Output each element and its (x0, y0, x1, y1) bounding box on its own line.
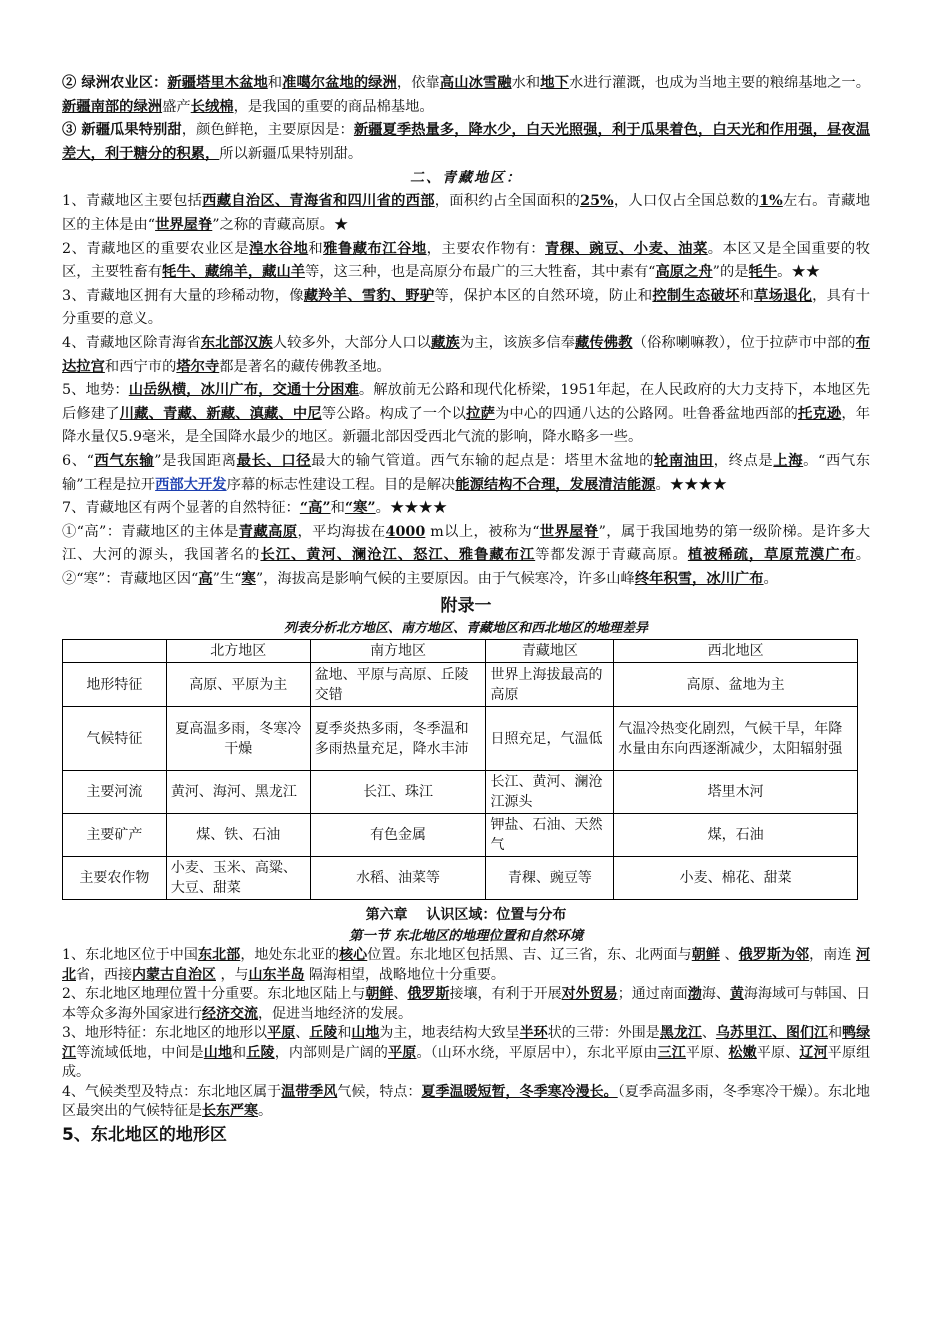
key-term: “高” (299, 500, 331, 517)
key-term: 长江、黄河、澜沧江、怒江、雅鲁藏布江 (260, 547, 536, 564)
text: ，促进当地经济的发展。 (258, 1005, 412, 1022)
key-term: 新疆塔里木盆地 (167, 75, 268, 91)
section-title-qingzang: 二、青藏地区： (410, 170, 522, 187)
text: 最大的输气管道。西气东输的起点是：塔里木盆地的 (311, 452, 655, 469)
key-term: 平原 (388, 1044, 417, 1061)
paragraph-oasis-agriculture (62, 72, 870, 119)
text: 。 (258, 1103, 272, 1120)
key-term: 鸭绿江 (62, 1025, 871, 1061)
text: ，内部则是广阔的 (274, 1044, 389, 1061)
key-term: 为邻 (780, 947, 810, 964)
key-term: 控制生态破坏 (652, 287, 740, 304)
appendix-title: 附录一 (440, 596, 492, 617)
table-cell: 煤、铁、石油 (166, 814, 310, 857)
text: 海、 (701, 986, 730, 1003)
text: 所以新疆瓜果特别甜。 (219, 145, 363, 162)
key-term: 西藏自治区、青海省和四川省的西部 (202, 193, 435, 210)
table-cell: 夏高温多雨，冬寒冷干燥 (166, 707, 310, 771)
text: 。★★★★ (375, 500, 448, 517)
table-row (63, 707, 858, 771)
text: ”生“ (212, 570, 242, 587)
text: ，颜色鲜艳，主要原因是： (181, 122, 354, 139)
text: 、 (701, 1025, 716, 1042)
key-term: 牦牛、藏绵羊，藏山羊 (162, 264, 306, 281)
key-term: 半环 (519, 1025, 548, 1042)
table-row (63, 857, 858, 900)
key-term-link: 西部大开发 (155, 476, 227, 493)
key-term: 布达拉宫 (62, 334, 871, 375)
text: 和 (739, 287, 755, 304)
text: ”，属于我国地势的第一级阶梯。是许多大江、大河的源头，我国著名的 (62, 523, 871, 564)
key-term: 西气东输 (93, 452, 155, 469)
text: 、 (295, 1025, 310, 1042)
paragraph-qz-6 (62, 450, 870, 497)
text: ，地处东北亚的 (240, 947, 340, 964)
key-term: 拉萨 (466, 405, 495, 422)
table-row (63, 814, 858, 857)
comparison-table (62, 639, 858, 900)
key-term: 1% (759, 193, 783, 210)
table-cell: 黄河、海河、黑龙江 (166, 771, 310, 814)
key-term: 能源结构不合理，发展清洁能源 (455, 476, 656, 493)
text: （俗称喇嘛教），位于拉萨市中部的 (632, 334, 856, 351)
table-cell: 高原、平原为主 (166, 663, 310, 707)
key-term: 植被稀疏，草原荒漠广布 (687, 547, 856, 564)
text: ，依靠 (396, 75, 440, 91)
text: 1、青藏地区主要包括 (62, 193, 203, 210)
key-term: 寒 (241, 570, 256, 587)
text: 4、青藏地区除青海省 (62, 334, 201, 351)
text: 4、气候类型及特点：东北地区属于 (62, 1083, 282, 1100)
key-term: 上海 (773, 452, 804, 469)
key-term: 牦牛 (748, 264, 778, 281)
key-term: 山地 (351, 1025, 380, 1042)
text: 平原、 (685, 1044, 729, 1061)
text: 盛产 (162, 98, 191, 115)
key-term: 东北部汉族 (200, 334, 273, 351)
text: 人较多外，大部分人口以 (272, 334, 432, 351)
table-cell: 气温冷热变化剧烈，气候干旱，年降水量由东向西逐渐减少，太阳辐射强 (614, 707, 858, 771)
text: 海海域可与韩国、日本等众多海外国家进行 (62, 986, 871, 1022)
text: 序幕的标志性建设工程。目的是解决 (226, 476, 456, 493)
key-term: 俄罗斯 (738, 947, 781, 964)
text: 都是著名的藏传佛教圣地。 (219, 358, 391, 375)
text: 。解放前无公路和现代化桥梁，1951年起，在人民政府的大力支持下，本地区先后修建了 (62, 382, 870, 422)
text: 1、东北地区位于中国 (62, 947, 198, 964)
key-term: 终年积雪，冰川广布 (634, 570, 764, 587)
table-cell: 有色金属 (310, 814, 486, 857)
chapter-title: 第六章 认识区域：位置与分布 (365, 907, 567, 924)
table-cell: 夏季炎热多雨，冬季温和多雨热量充足，降水丰沛 (310, 707, 486, 771)
text: 2、东北地区地理位置十分重要。东北地区陆上与 (62, 986, 366, 1003)
key-term: 长绒棉 (190, 98, 234, 115)
text: 为主，该族多信奉 (459, 334, 575, 351)
text: 和 (828, 1025, 843, 1042)
key-term: 乌苏里江、图们江 (715, 1025, 829, 1042)
key-term: 渤 (687, 986, 702, 1003)
text: 。★★★★ (655, 476, 727, 493)
table-header-cell: 南方地区 (310, 640, 486, 663)
key-term: 高山冰雪融 (439, 75, 512, 91)
text-bold: ③ 新疆瓜果特别甜 (62, 122, 182, 139)
key-term: 夏季温暖短暂，冬季寒冷漫长。 (421, 1083, 618, 1100)
key-term: 藏羚羊、雪豹、野驴 (303, 287, 435, 304)
text: 6、“ (62, 452, 94, 469)
text: ，主要农作物有： (426, 240, 546, 257)
paragraph-db-3 (62, 1024, 870, 1083)
text: 等，这三种，也是高原分布最广的三大牲畜，其中素有“ (305, 264, 656, 281)
key-term: 藏传佛教 (574, 334, 633, 351)
text: 左右。青藏地区的主体是由“ (62, 193, 871, 233)
key-term: 地下 (540, 75, 569, 91)
text: 、 (719, 947, 739, 964)
text: 为中心的四通八达的公路网。吐鲁番盆地西部的 (494, 405, 799, 422)
key-term: 准噶尔盆地的绿洲 (282, 75, 397, 91)
table-cell: 盆地、平原与高原、丘陵交错 (310, 663, 486, 707)
text: m以上，被称为“ (425, 523, 540, 540)
text: 平原组成。 (62, 1044, 871, 1081)
text: 位置。东北地区包括黑、吉、辽三省，东、北两面与 (367, 947, 692, 964)
text: ，平均海拔在 (297, 523, 386, 540)
key-term: 最长、口径 (236, 452, 312, 469)
text: ”是我国距离 (154, 452, 237, 469)
text: 和西宁市的 (104, 358, 177, 375)
table-row (63, 771, 858, 814)
table-cell: 气候特征 (63, 707, 167, 771)
key-term: 川藏、青藏、新藏、滇藏、中尼 (119, 405, 322, 422)
text: ①“高”：青藏地区的主体是 (62, 523, 239, 540)
text: 。②“寒”：青藏地区因“ (62, 547, 871, 587)
table-cell: 小麦、玉米、高粱、大豆、甜菜 (166, 857, 310, 900)
paragraph-qz-5 (62, 379, 870, 450)
appendix-subtitle: 列表分析北方地区、南方地区、青藏地区和西北地区的地理差异 (283, 621, 648, 637)
key-term: 俄罗斯 (407, 986, 450, 1003)
key-term: 对外贸易 (561, 986, 618, 1003)
text: 平原、 (756, 1044, 800, 1061)
text: 接壤，有利于开展 (449, 986, 562, 1003)
key-term: 塔尔寺 (176, 358, 220, 375)
text: 7、青藏地区有两个显著的自然特征： (62, 500, 300, 517)
text: 3、青藏地区拥有大量的珍稀动物，像 (62, 287, 304, 304)
key-term: 湟水谷地 (249, 240, 309, 257)
paragraph-qz-4 (62, 332, 870, 379)
key-term: 朝鲜 (365, 986, 394, 1003)
text: 和 (330, 500, 345, 517)
text: 气候，特点： (337, 1083, 422, 1100)
text: ”，海拔高是影响气候的主要原因。由于气候寒冷，许多山峰 (255, 570, 635, 587)
key-term: 山东半岛 (248, 966, 305, 983)
table-header-cell: 西北地区 (614, 640, 858, 663)
key-term: 黄 (729, 986, 744, 1003)
paragraph-db-4 (62, 1083, 870, 1122)
key-term: 丘陵 (246, 1044, 275, 1061)
text: 。（山环水绕，平原居中），东北平原由 (416, 1044, 658, 1061)
table-cell: 主要矿产 (63, 814, 167, 857)
table-cell: 长江、黄河、澜沧江源头 (486, 771, 614, 814)
table-header-cell: 北方地区 (166, 640, 310, 663)
text: 。“西气东输”工程是拉开 (62, 452, 871, 493)
table-cell: 水稻、油菜等 (310, 857, 486, 900)
text: 为主，地表结构大致呈 (379, 1025, 520, 1042)
text: 等，保护本区的自然环境，防止和 (434, 287, 653, 304)
text: ；通过南面 (617, 986, 688, 1003)
text: ，是我国的重要的商品棉基地。 (233, 98, 434, 115)
key-term: 托克逊 (798, 405, 842, 422)
key-term: 雅鲁藏布江谷地 (323, 240, 427, 257)
table-cell: 煤，石油 (614, 814, 858, 857)
text: 和 (267, 75, 283, 91)
text: ，具有十分重要的意义。 (62, 287, 871, 328)
text: ，人口仅占全国总数的 (613, 193, 760, 210)
text: 和 (337, 1025, 352, 1042)
table-cell: 地形特征 (63, 663, 167, 707)
text: 等流域低地，中间是 (76, 1044, 204, 1061)
text: 和 (308, 240, 324, 257)
key-term: 内蒙古自治区 (132, 966, 216, 983)
key-term: 青稞、豌豆、小麦、油菜 (545, 240, 708, 257)
text: 隔海相望，战略地位十分重要。 (304, 966, 505, 983)
section-title: 第一节 东北地区的地理位置和自然环境 (348, 928, 584, 945)
key-term: 核心 (339, 947, 368, 964)
key-term: 辽河 (799, 1044, 828, 1061)
table-cell: 世界上海拔最高的高原 (486, 663, 614, 707)
text: 。 (763, 570, 778, 587)
key-term: 新疆夏季热量多，降水少，白天光照强，利于瓜果着色，白天光和作用强，昼夜温差大，利于糖分的积累， (62, 122, 871, 162)
key-term: 高 (198, 570, 213, 587)
table-header-cell (63, 640, 167, 663)
text: ”的是 (712, 264, 749, 281)
text: 5、地势： (62, 382, 129, 399)
text: 水进行灌溉，也成为当地主要的粮绵基地之一。 (568, 75, 871, 91)
paragraph-qz-1 (62, 190, 870, 237)
key-term: 高原之舟 (655, 264, 713, 281)
paragraph-xinjiang-fruit (62, 119, 870, 166)
text: 省，西接 (76, 966, 132, 983)
text: ，终点是 (713, 452, 774, 469)
key-term: 藏族 (431, 334, 460, 351)
text: 状的三带：外围是 (547, 1025, 660, 1042)
text: 2、青藏地区的重要农业区是 (62, 240, 250, 257)
text: 水和 (511, 75, 541, 91)
key-term: 世界屋脊 (155, 216, 213, 233)
table-cell: 高原、盆地为主 (614, 663, 858, 707)
table-header-cell: 青藏地区 (486, 640, 614, 663)
key-term: 温带季风 (281, 1083, 338, 1100)
key-term: “寒” (344, 500, 376, 517)
key-term: 轮南油田 (654, 452, 714, 469)
text: ，与 (216, 966, 249, 983)
chapter6-body (62, 946, 870, 1122)
key-term: 朝鲜 (691, 947, 720, 964)
text: 3、地形特征：东北地区的地形以 (62, 1025, 268, 1042)
text: ，年降水量仅5.9毫米，是全国降水最少的地区。新疆北部因受西北气流的影响，降水略多一些。 (62, 405, 871, 446)
paragraph-qz-7 (62, 497, 870, 521)
text: 等公路。构成了一个以 (321, 405, 467, 422)
heading-db-landforms: 5、东北地区的地形区 (62, 1124, 227, 1145)
table-cell: 日照充足，气温低 (486, 707, 614, 771)
key-term: 黑龙江 (659, 1025, 702, 1042)
text: ，面积约占全国面积的 (434, 193, 581, 210)
key-term: 世界屋脊 (539, 523, 599, 540)
paragraph-qz-8 (62, 521, 870, 592)
table-cell: 主要河流 (63, 771, 167, 814)
key-term: 山岳纵横，冰川广布，交通十分困难 (128, 382, 359, 399)
key-term: 平原 (267, 1025, 296, 1042)
document-page (62, 72, 870, 1148)
paragraph-qz-2 (62, 238, 870, 285)
paragraph-db-2 (62, 985, 870, 1024)
key-term: 25% (580, 193, 614, 210)
key-term: 松嫩 (728, 1044, 757, 1061)
key-term: 草场退化 (754, 287, 813, 304)
table-cell: 主要农作物 (63, 857, 167, 900)
key-term: 山地 (203, 1044, 233, 1061)
table-cell: 钾盐、石油、天然气 (486, 814, 614, 857)
table-header-row (63, 640, 858, 663)
table-cell: 塔里木河 (614, 771, 858, 814)
text: 、 (393, 986, 408, 1003)
key-term: 三江 (657, 1044, 686, 1061)
key-term: 东北部 (197, 947, 241, 964)
paragraph-qz-3 (62, 285, 870, 332)
key-term: 新疆南部的绿洲 (62, 98, 163, 115)
text: （夏季高温多雨，冬季寒冷干燥）。东北地区最突出的气候特征是 (62, 1083, 871, 1120)
text: ”之称的青藏高原。★ (212, 216, 349, 233)
key-term: 青藏高原 (238, 523, 298, 540)
paragraph-db-1 (62, 946, 870, 985)
key-term: 长东严寒 (202, 1103, 258, 1120)
text-bold: ② 绿洲农业区： (62, 75, 168, 91)
table-cell: 青稞、豌豆等 (486, 857, 614, 900)
text: ，南连 (809, 947, 857, 964)
text: 等都发源于青藏高原。 (535, 547, 688, 564)
table-cell: 长江、珠江 (310, 771, 486, 814)
text: 。本区又是全国重要的牧区，主要牲畜有 (62, 240, 871, 281)
key-term: 河北 (62, 947, 871, 983)
text: 。★★ (777, 264, 821, 281)
text: 和 (232, 1044, 247, 1061)
key-term: 4000 (385, 523, 426, 540)
key-term: 丘陵 (309, 1025, 338, 1042)
table-row (63, 663, 858, 707)
table-cell: 小麦、棉花、甜菜 (614, 857, 858, 900)
key-term: 经济交流 (202, 1005, 258, 1022)
